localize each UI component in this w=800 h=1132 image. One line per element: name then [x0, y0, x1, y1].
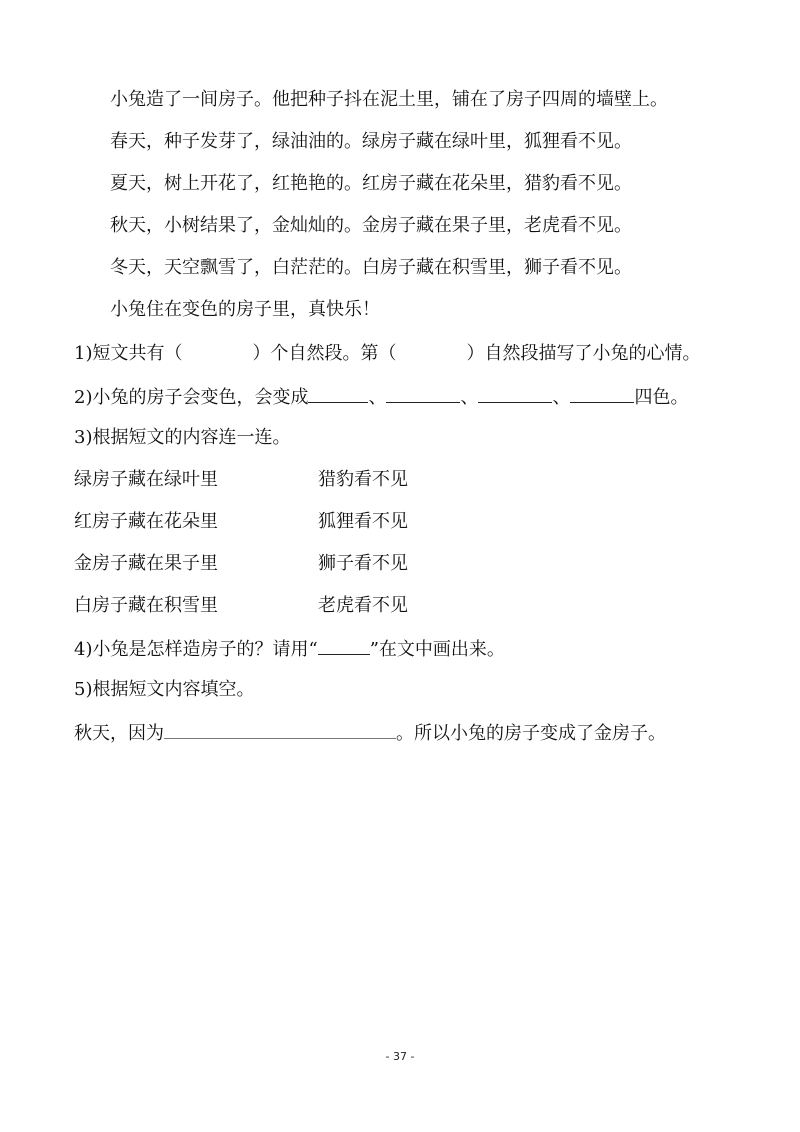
question-5-part-a: 秋天，因为	[74, 723, 164, 744]
underline-sample	[318, 636, 370, 655]
answer-blank-color-2[interactable]	[386, 384, 460, 403]
answer-blank-autumn-reason[interactable]	[164, 720, 396, 739]
match-right-3[interactable]: 狮子看不见	[318, 553, 408, 574]
question-4-part-b: ”在文中画出来。	[369, 639, 505, 660]
match-right-4[interactable]: 老虎看不见	[318, 595, 408, 616]
question-1-part-b: ）个自然段。第（	[252, 343, 397, 364]
answer-blank-color-4[interactable]	[570, 384, 634, 403]
question-5-sentence	[74, 720, 666, 746]
passage-paragraph-1: 小兔造了一间房子。他把种子抖在泥土里，铺在了房子四周的墙壁上。	[110, 89, 668, 110]
match-left-1[interactable]: 绿房子藏在绿叶里	[74, 469, 218, 490]
question-3-title: 3)根据短文的内容连一连。	[74, 427, 291, 448]
question-2	[74, 384, 688, 410]
separator: 、	[460, 387, 479, 408]
page-number: - 37 -	[385, 1050, 415, 1063]
match-left-2[interactable]: 红房子藏在花朵里	[74, 511, 218, 532]
answer-blank-color-1[interactable]	[308, 384, 368, 403]
separator: 、	[368, 387, 387, 408]
question-1-part-a: 1)短文共有（	[74, 343, 183, 364]
separator: 、	[552, 387, 571, 408]
question-1	[74, 342, 700, 366]
match-right-1[interactable]: 猎豹看不见	[318, 469, 408, 490]
question-5-title: 5)根据短文内容填空。	[74, 679, 255, 700]
question-4	[74, 636, 505, 662]
passage-paragraph-6: 小兔住在变色的房子里，真快乐！	[110, 299, 380, 320]
match-left-4[interactable]: 白房子藏在积雪里	[74, 595, 218, 616]
question-2-part-a: 2)小兔的房子会变色，会变成	[74, 387, 309, 408]
passage-paragraph-2: 春天，种子发芽了，绿油油的。绿房子藏在绿叶里，狐狸看不见。	[110, 131, 632, 152]
match-left-3[interactable]: 金房子藏在果子里	[74, 553, 218, 574]
question-1-part-c: ）自然段描写了小兔的心情。	[466, 343, 701, 364]
passage-paragraph-4: 秋天，小树结果了，金灿灿的。金房子藏在果子里，老虎看不见。	[110, 215, 632, 236]
question-5-part-b: 。所以小兔的房子变成了金房子。	[396, 723, 666, 744]
question-2-end: 四色。	[634, 387, 689, 408]
match-right-2[interactable]: 狐狸看不见	[318, 511, 408, 532]
question-4-part-a: 4)小兔是怎样造房子的？请用“	[74, 639, 318, 660]
passage-paragraph-5: 冬天，天空飘雪了，白茫茫的。白房子藏在积雪里，狮子看不见。	[110, 257, 632, 278]
answer-blank-color-3[interactable]	[478, 384, 552, 403]
passage-paragraph-3: 夏天，树上开花了，红艳艳的。红房子藏在花朵里，猎豹看不见。	[110, 173, 632, 194]
